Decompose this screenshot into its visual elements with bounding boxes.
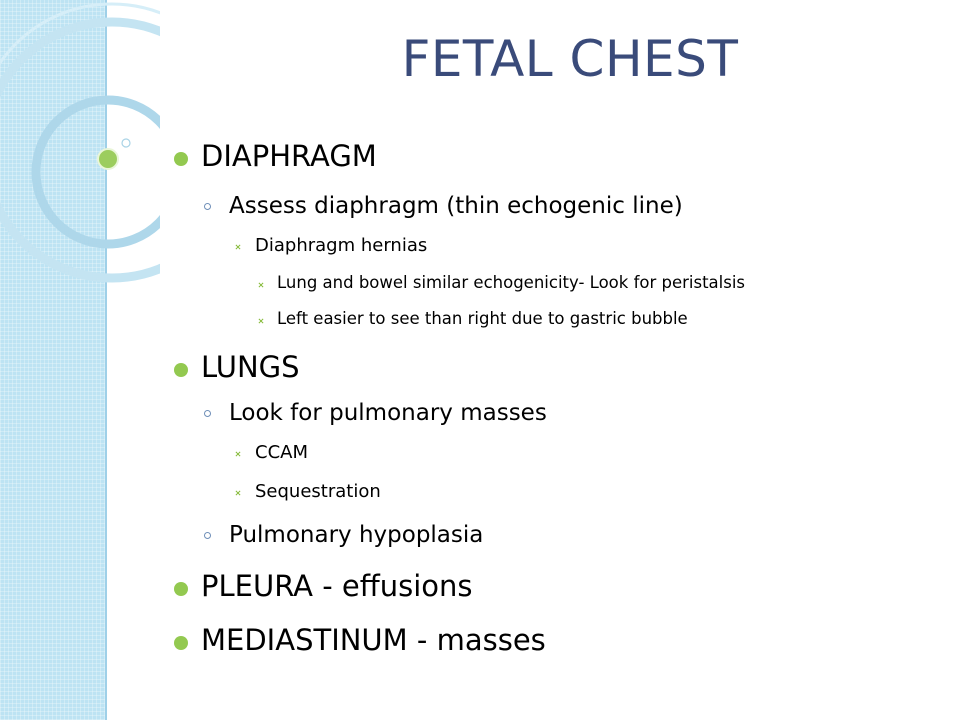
heading-mediastinum: MEDIASTINUM - masses	[201, 623, 546, 657]
star-bullet-marker	[235, 451, 241, 457]
bullet-marker	[174, 363, 188, 377]
bullet-marker	[174, 152, 188, 166]
heading-pleura: PLEURA - effusions	[201, 569, 473, 603]
item-left-right: Left easier to see than right due to gastric bubble	[277, 309, 688, 328]
green-dot	[98, 149, 118, 169]
bullet-marker	[174, 636, 188, 650]
slide-title: FETAL CHEST	[401, 30, 739, 88]
sub-bullet-marker	[204, 532, 211, 539]
item-lung-bowel: Lung and bowel similar echogenicity- Look for peristalsis	[277, 273, 746, 292]
sub-bullet-marker	[204, 203, 211, 210]
item-pulmonary-masses: Look for pulmonary masses	[229, 400, 547, 426]
star-bullet-marker	[235, 490, 241, 496]
medium-ring	[36, 100, 160, 244]
item-pulmonary-hypoplasia: Pulmonary hypoplasia	[229, 522, 484, 548]
heading-lungs: LUNGS	[201, 350, 300, 384]
sub-bullet-marker	[204, 410, 211, 417]
star-bullet-marker	[235, 244, 241, 250]
item-sequestration: Sequestration	[255, 481, 381, 502]
item-assess-diaphragm: Assess diaphragm (thin echogenic line)	[229, 193, 683, 219]
decorative-circles	[0, 0, 160, 300]
small-ring-dot	[122, 139, 130, 147]
star-bullet-marker	[258, 318, 264, 324]
item-ccam: CCAM	[255, 442, 308, 463]
bullet-marker	[174, 582, 188, 596]
heading-diaphragm: DIAPHRAGM	[201, 139, 377, 173]
item-diaphragm-hernias: Diaphragm hernias	[255, 235, 428, 256]
star-bullet-marker	[258, 282, 264, 288]
